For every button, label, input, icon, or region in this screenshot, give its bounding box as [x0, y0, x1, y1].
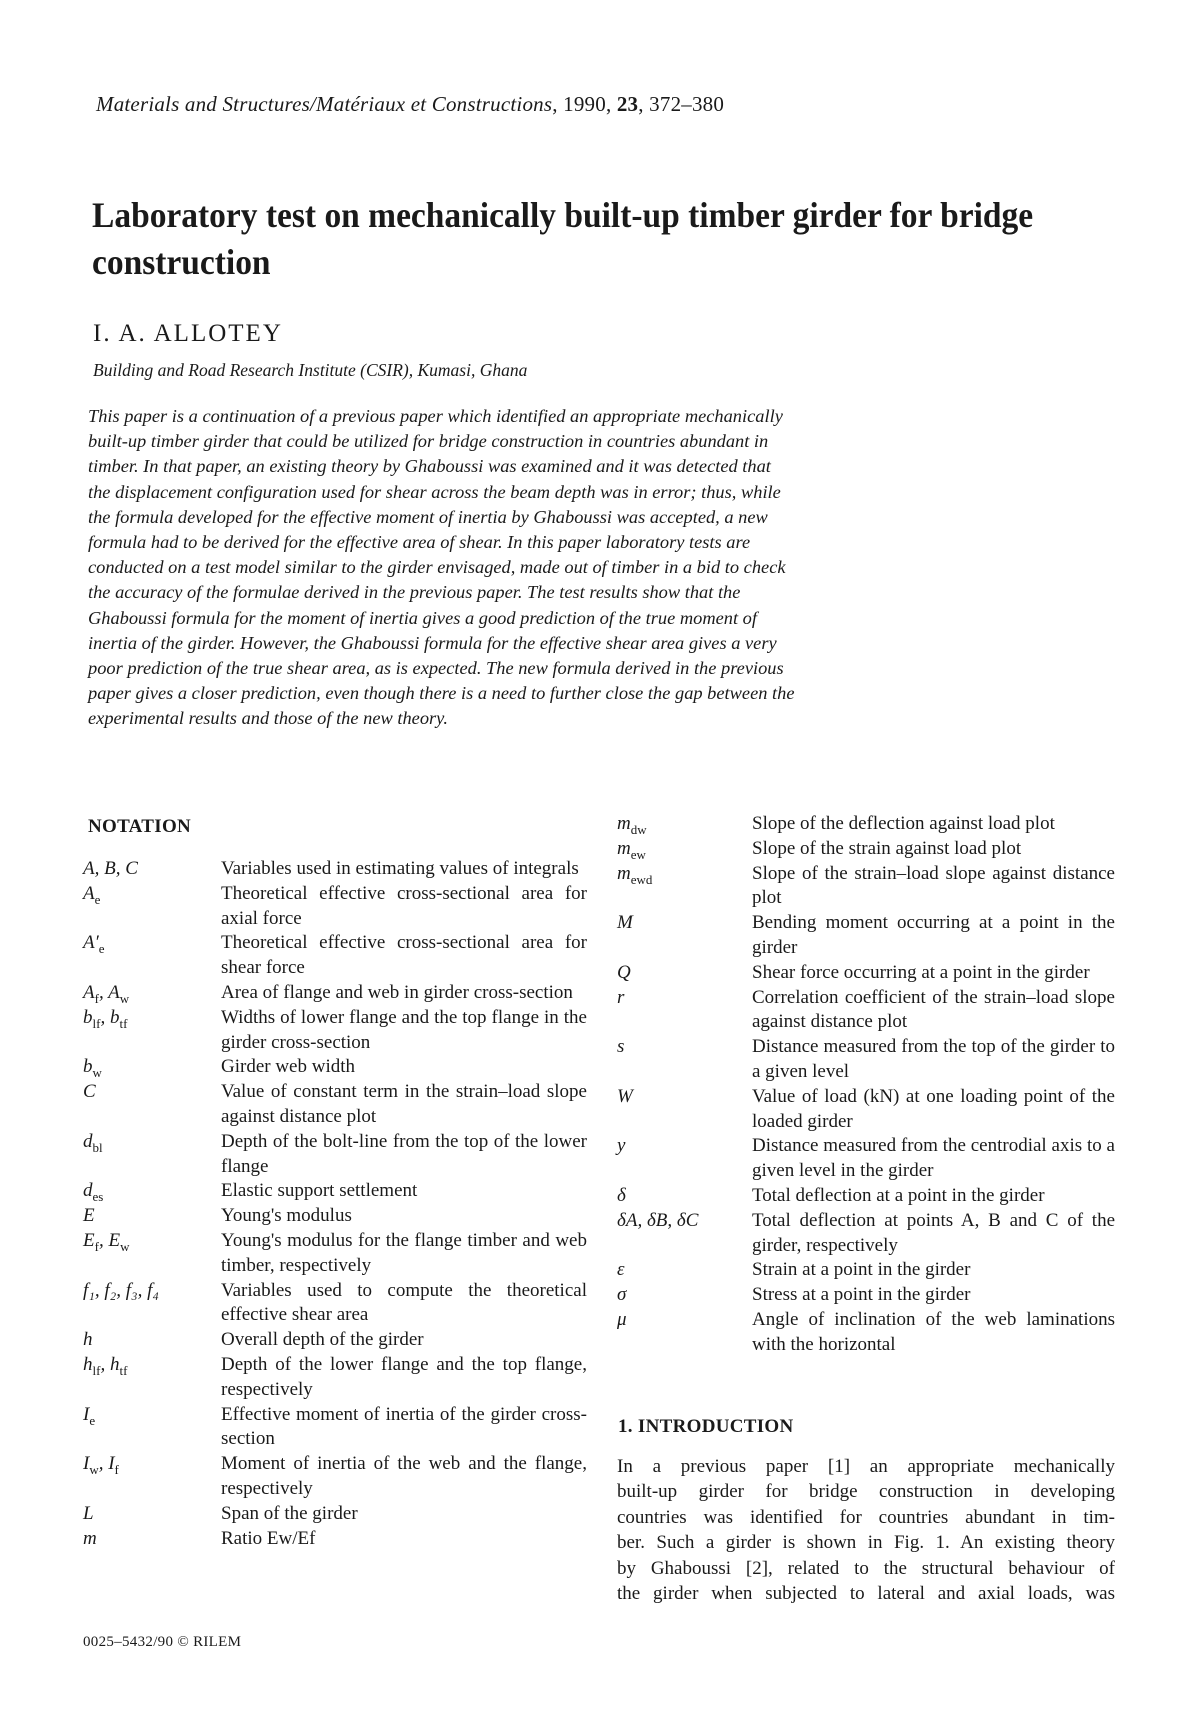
- abstract: [88, 404, 896, 732]
- notation-definition: Slope of the deflection against load plot: [752, 813, 1055, 834]
- title-line: Laboratory test on mechanically built-up timber girder for bridge: [92, 195, 1034, 235]
- notation-entry: [617, 837, 1115, 862]
- notation-definition: Young's modulus: [221, 1205, 352, 1227]
- notation-symbol: $m_{ew}$: [617, 837, 646, 862]
- notation-definition: Ratio Ew/Ef: [221, 1527, 316, 1549]
- notation-definition: Value of load (kN) at one loading point of the loaded girder: [752, 1085, 1115, 1132]
- notation-definition: Strain at a point in the girder: [752, 1259, 971, 1281]
- abstract-line: inertia of the girder. However, the Ghaboussi formula for the effective shear area gives a very: [88, 632, 777, 653]
- notation-definition: Girder web width: [221, 1056, 356, 1078]
- notation-symbol: E: [83, 1205, 95, 1227]
- notation-symbol: $I_e$: [83, 1403, 96, 1428]
- notation-symbol: $m_{ewd}$: [617, 862, 653, 887]
- notation-definition: Shear force occurring at a point in the girder: [752, 961, 1090, 983]
- abstract-line: formula had to be derived for the effective area of shear. In this paper laboratory tests are: [88, 532, 751, 553]
- notation-symbol: $b_w$: [83, 1056, 102, 1081]
- notation-symbol: C: [83, 1081, 96, 1103]
- notation-entry: [83, 1006, 587, 1056]
- title-line: construction: [92, 242, 271, 282]
- notation-symbol: $h_{lf}$, $h_{tf}$: [83, 1353, 128, 1378]
- notation-symbol: L: [83, 1502, 94, 1524]
- notation-entry: [83, 1527, 587, 1552]
- notation-symbol: δA, δB, δC: [617, 1209, 699, 1231]
- notation-entry: [617, 862, 1115, 912]
- author-name: I. A. ALLOTEY: [93, 320, 283, 347]
- abstract-line: timber. In that paper, an existing theory by Ghaboussi was examined and it was detected that: [88, 456, 771, 477]
- notation-entry: [83, 882, 587, 932]
- notation-definition: Depth of the bolt-line from the top of the lower flange: [221, 1130, 587, 1177]
- notation-entry: [83, 1130, 587, 1180]
- notation-definition: Value of constant term in the strain–load slope against distance plot: [221, 1081, 587, 1127]
- notation-entry: [83, 931, 587, 981]
- notation-symbol: σ: [617, 1284, 627, 1306]
- journal-name: Materials and Structures/Matériaux et Constructions: [96, 92, 553, 116]
- abstract-line: Ghaboussi formula for the moment of inertia gives a good prediction of the true moment of: [88, 607, 757, 628]
- notation-symbol: $I_w$, $I_f$: [83, 1453, 119, 1477]
- notation-symbol: s: [617, 1036, 625, 1058]
- notation-entry: [83, 981, 587, 1006]
- introduction-line: In a previous paper [1] an appropriate mechanically: [617, 1456, 1115, 1477]
- notation-entry: [617, 1258, 1115, 1283]
- notation-definition: Elastic support settlement: [221, 1180, 418, 1202]
- notation-entry: [617, 961, 1115, 986]
- notation-symbol: $E_f$, $E_w$: [83, 1229, 130, 1254]
- notation-definition: Variables used to compute the theoretical effective shear area: [221, 1279, 587, 1326]
- notation-entry: [617, 1184, 1115, 1209]
- notation-definition: Correlation coefficient of the strain–load slope against distance plot: [752, 986, 1115, 1033]
- notation-entry: [617, 1035, 1115, 1085]
- notation-entry: [617, 1209, 1115, 1259]
- introduction-line: the girder when subjected to lateral and axial loads, was: [617, 1583, 1115, 1605]
- notation-symbol: $A_e$: [83, 882, 101, 907]
- notation-entry: [83, 1502, 587, 1527]
- notation-symbol: δ: [617, 1184, 626, 1206]
- abstract-line: poor prediction of the true shear area, as is expected. The new formula derived in the previous: [88, 658, 784, 679]
- introduction-heading: 1. INTRODUCTION: [618, 1416, 794, 1437]
- notation-definition: Theoretical effective cross-sectional area for shear force: [221, 932, 587, 979]
- notation-symbol: ε: [617, 1259, 625, 1281]
- notation-entry: [83, 857, 587, 882]
- author-affiliation: Building and Road Research Institute (CSIR), Kumasi, Ghana: [93, 360, 528, 380]
- abstract-line: the formula developed for the effective moment of inertia by Ghaboussi was accepted, a new: [88, 506, 768, 527]
- notation-definition: Bending moment occurring at a point in the girder: [752, 912, 1115, 958]
- notation-definition: Variables used in estimating values of integrals: [221, 858, 579, 879]
- notation-symbol: $b_{lf}$, $b_{tf}$: [83, 1006, 128, 1031]
- introduction-line: built-up girder for bridge construction in developing: [617, 1481, 1115, 1503]
- notation-definition: Span of the girder: [221, 1502, 358, 1524]
- journal-citation: Materials and Structures/Matériaux et Constructions, 1990, 23, 372–380: [96, 92, 725, 116]
- notation-entry: [83, 1403, 587, 1453]
- abstract-line: built-up timber girder that could be utilized for bridge construction in countries abundant in: [88, 431, 769, 452]
- notation-definition: Angle of inclination of the web laminations with the horizontal: [752, 1308, 1115, 1355]
- notation-definition: Moment of inertia of the web and the flange, respectively: [221, 1453, 587, 1499]
- notation-symbol: A, B, C: [83, 858, 138, 879]
- notation-entry: [83, 1229, 587, 1279]
- abstract-line: conducted on a test model similar to the girder envisaged, made out of timber in a bid to check: [88, 557, 786, 578]
- introduction-line: ber. Such a girder is shown in Fig. 1. An existing theory: [617, 1532, 1115, 1554]
- notation-entry: [617, 986, 1115, 1036]
- notation-definition: Slope of the strain–load slope against distance plot: [752, 862, 1115, 909]
- notation-entry: [617, 911, 1115, 961]
- abstract-line: the displacement configuration used for shear across the beam depth was in error; thus, while: [88, 481, 781, 502]
- notation-definition: Total deflection at points A, B and C of the girder, respectively: [752, 1209, 1115, 1256]
- notation-symbol: m: [83, 1527, 97, 1549]
- notation-symbol: $A_f$, $A_w$: [83, 981, 130, 1006]
- notation-symbol: f₁, f₂, f₃, f₄: [83, 1279, 160, 1301]
- notation-entry: [617, 1085, 1115, 1135]
- notation-definition: Stress at a point in the girder: [752, 1284, 971, 1306]
- notation-symbol: μ: [617, 1308, 627, 1330]
- notation-symbol: $m_{dw}$: [617, 813, 647, 837]
- notation-entry: [83, 1279, 587, 1329]
- journal-volume: 23: [616, 92, 639, 116]
- notation-list-right: [617, 812, 1115, 1358]
- notation-symbol: h: [83, 1329, 93, 1351]
- introduction-text: [617, 1454, 1115, 1606]
- journal-year: 1990: [563, 92, 606, 116]
- paper-title: [92, 192, 1143, 286]
- notation-entry: [617, 812, 1115, 837]
- notation-symbol: y: [617, 1135, 626, 1157]
- journal-pages: 372–380: [649, 92, 725, 116]
- abstract-line: experimental results and those of the new theory.: [88, 708, 448, 729]
- notation-symbol: r: [617, 986, 625, 1008]
- notation-definition: Widths of lower flange and the top flange in the girder cross-section: [221, 1006, 587, 1053]
- introduction-line: by Ghaboussi [2], related to the structural behaviour of: [617, 1557, 1115, 1579]
- notation-definition: Distance measured from the top of the girder to a given level: [752, 1036, 1115, 1082]
- notation-symbol: $A'_e$: [83, 932, 105, 957]
- abstract-line: paper gives a closer prediction, even though there is a need to further close the gap between the: [88, 683, 795, 704]
- notation-definition: Effective moment of inertia of the girder cross-section: [221, 1403, 587, 1450]
- notation-entry: [617, 1283, 1115, 1308]
- notation-entry: [83, 1452, 587, 1502]
- notation-definition: Overall depth of the girder: [221, 1329, 424, 1351]
- notation-definition: Total deflection at a point in the girder: [752, 1184, 1045, 1206]
- notation-definition: Depth of the lower flange and the top flange, respectively: [221, 1353, 587, 1400]
- notation-definition: Distance measured from the centrodial axis to a given level in the girder: [752, 1135, 1115, 1182]
- copyright-footer: 0025–5432/90 © RILEM: [83, 1634, 242, 1650]
- notation-entry: [83, 1204, 587, 1229]
- notation-symbol: M: [617, 912, 633, 934]
- abstract-line: This paper is a continuation of a previous paper which identified an appropriate mechanically: [88, 406, 783, 426]
- notation-entry: [617, 1308, 1115, 1358]
- notation-symbol: W: [617, 1085, 633, 1107]
- notation-heading: NOTATION: [88, 816, 192, 837]
- notation-entry: [83, 1179, 587, 1204]
- abstract-line: the accuracy of the formulae derived in the previous paper. The test results show that the: [88, 582, 741, 603]
- notation-entry: [83, 1353, 587, 1403]
- notation-entry: [83, 1328, 587, 1353]
- notation-symbol: $d_{es}$: [83, 1180, 104, 1205]
- notation-list-left: [83, 857, 587, 1551]
- notation-definition: Area of flange and web in girder cross-section: [221, 981, 573, 1003]
- notation-definition: Young's modulus for the flange timber and web timber, respectively: [221, 1229, 587, 1276]
- notation-symbol: $d_{bl}$: [83, 1130, 103, 1155]
- notation-entry: [83, 1055, 587, 1080]
- notation-definition: Slope of the strain against load plot: [752, 837, 1022, 859]
- notation-definition: Theoretical effective cross-sectional area for axial force: [221, 882, 587, 929]
- introduction-line: countries was identified for countries abundant in tim-: [617, 1506, 1115, 1528]
- notation-entry: [83, 1080, 587, 1130]
- notation-entry: [617, 1134, 1115, 1184]
- notation-symbol: Q: [617, 961, 631, 983]
